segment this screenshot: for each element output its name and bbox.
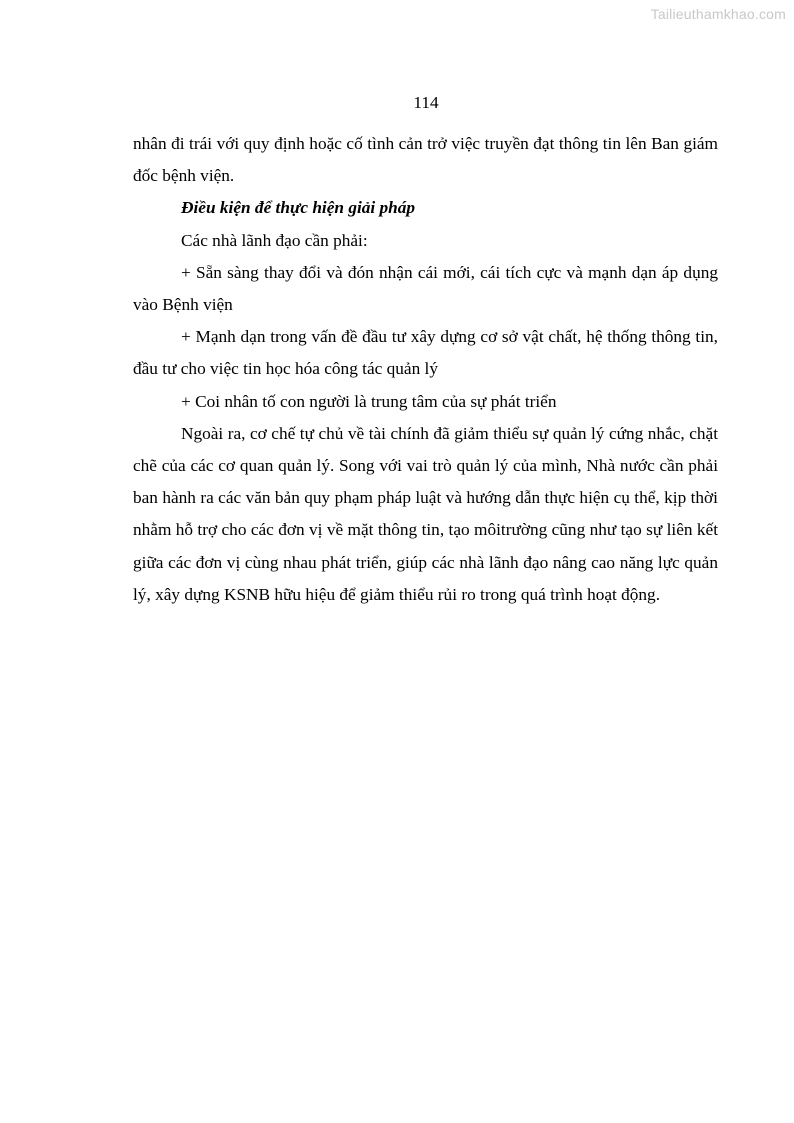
section-heading: Điều kiện để thực hiện giải pháp — [181, 198, 416, 218]
bullet-item-2: + Mạnh dạn trong vấn đề đầu tư xây dựng cơ sở vật chất, hệ thống thông tin, đầu tư cho việc tin học hóa công tác quản lý — [133, 327, 718, 379]
document-body — [133, 128, 718, 611]
bullet-item-3: + Coi nhân tố con người là trung tâm của sự phát triển — [181, 391, 557, 411]
paragraph-intro: Các nhà lãnh đạo cần phải: — [181, 230, 368, 250]
page-number: 114 — [413, 93, 439, 112]
paragraph-conclusion: Ngoài ra, cơ chế tự chủ về tài chính đã giảm thiểu sự quản lý cứng nhắc, chặt chẽ của các cơ quan quản lý. Song với vai trò quản lý của mình, Nhà nước cần phải ban hành ra các văn bản quy phạm pháp luật và hướng dẫn thực hiện cụ thể, kịp thời nhằm hỗ trợ cho các đơn vị về mặt thông tin, tạo môitrường cũng như tạo sự liên kết giữa các đơn vị cùng nhau phát triển, giúp các nhà lãnh đạo nâng cao năng lực quản lý, xây dựng KSNB hữu hiệu để giảm thiểu rủi ro trong quá trình hoạt động. — [133, 423, 718, 604]
bullet-item-1: + Sẵn sàng thay đổi và đón nhận cái mới, cái tích cực và mạnh dạn áp dụng vào Bệnh viện — [133, 262, 718, 315]
paragraph-continuation: nhân đi trái với quy định hoặc cố tình cản trở việc truyền đạt thông tin lên Ban giám đốc bệnh viện. — [133, 134, 718, 186]
watermark: Tailieuthamkhao.com — [650, 6, 786, 22]
